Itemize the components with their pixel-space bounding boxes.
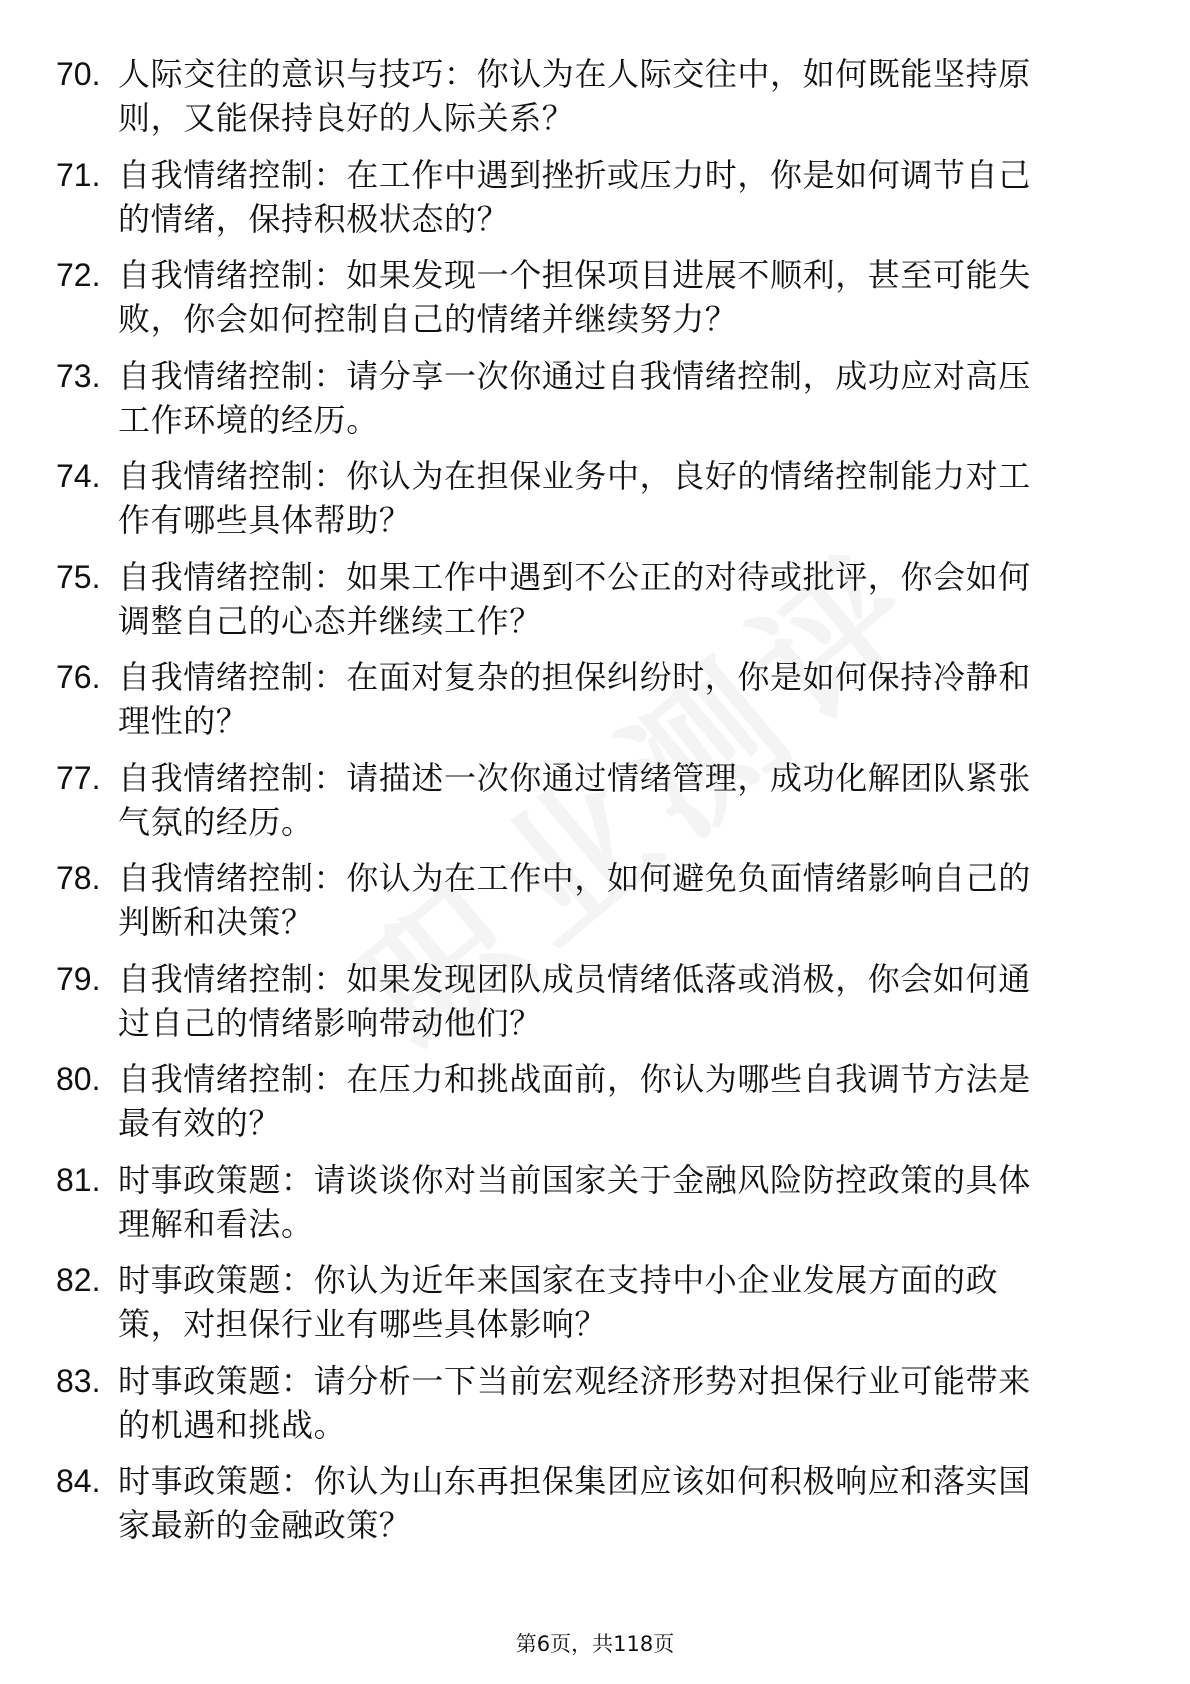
question-text: 自我情绪控制：请描述一次你通过情绪管理，成功化解团队紧张 气氛的经历。 <box>118 758 1031 841</box>
question-text: 人际交往的意识与技巧：你认为在人际交往中，如何既能坚持原 则，又能保持良好的人际关系？ <box>118 55 1031 137</box>
question-number: 75. <box>56 558 101 595</box>
question-number: 78. <box>56 860 101 896</box>
question-item <box>56 1359 1136 1460</box>
question-number: 70. <box>56 56 101 92</box>
question-item <box>56 1459 1136 1560</box>
question-number: 80. <box>56 1061 101 1097</box>
question-number: 76. <box>56 659 101 695</box>
question-number: 84. <box>56 1463 101 1499</box>
question-text: 自我情绪控制：如果发现一个担保项目进展不顺利，甚至可能失 败，你会如何控制自己的情绪并继续努力？ <box>118 256 1031 338</box>
question-number: 77. <box>56 759 101 796</box>
page-footer <box>0 1628 1190 1658</box>
question-item <box>56 1258 1136 1359</box>
question-text: 自我情绪控制：你认为在工作中，如何避免负面情绪影响自己的 判断和决策？ <box>118 859 1031 941</box>
question-number: 82. <box>56 1262 101 1298</box>
question-number: 83. <box>56 1362 101 1399</box>
question-number: 74. <box>56 458 101 494</box>
question-text: 自我情绪控制：如果发现团队成员情绪低落或消极，你会如何通 过自己的情绪影响带动他们？ <box>118 959 1031 1042</box>
question-item <box>56 52 1136 153</box>
question-item <box>56 555 1136 656</box>
question-text: 自我情绪控制：在压力和挑战面前，你认为哪些自我调节方法是 最有效的？ <box>118 1060 1031 1142</box>
question-text: 时事政策题：你认为山东再担保集团应该如何积极响应和落实国 家最新的金融政策？ <box>118 1462 1031 1544</box>
page-number-label: 第6页，共118页 <box>515 1632 675 1656</box>
question-number: 79. <box>56 960 101 997</box>
question-text: 自我情绪控制：在面对复杂的担保纠纷时，你是如何保持冷静和 理性的？ <box>118 658 1031 740</box>
question-number: 72. <box>56 257 101 293</box>
question-text: 自我情绪控制：在工作中遇到挫折或压力时，你是如何调节自己 的情绪，保持积极状态的？ <box>118 155 1031 238</box>
question-item <box>56 454 1136 555</box>
question-text: 自我情绪控制：请分享一次你通过自我情绪控制，成功应对高压 工作环境的经历。 <box>118 356 1031 439</box>
question-item <box>56 1158 1136 1259</box>
question-item <box>56 354 1136 455</box>
question-number: 81. <box>56 1161 101 1198</box>
question-item <box>56 153 1136 254</box>
question-text: 时事政策题：你认为近年来国家在支持中小企业发展方面的政 策，对担保行业有哪些具体影响？ <box>118 1261 999 1343</box>
question-text: 时事政策题：请分析一下当前宏观经济形势对担保行业可能带来 的机遇和挑战。 <box>118 1361 1031 1444</box>
question-item <box>56 856 1136 957</box>
question-text: 自我情绪控制：如果工作中遇到不公正的对待或批评，你会如何 调整自己的心态并继续工作？ <box>118 557 1031 640</box>
question-item <box>56 253 1136 354</box>
question-number: 73. <box>56 357 101 394</box>
question-item <box>56 655 1136 756</box>
question-item <box>56 1057 1136 1158</box>
question-item <box>56 756 1136 857</box>
question-text: 时事政策题：请谈谈你对当前国家关于金融风险防控政策的具体 理解和看法。 <box>118 1160 1031 1243</box>
question-list <box>56 52 1136 1560</box>
question-item <box>56 957 1136 1058</box>
question-text: 自我情绪控制：你认为在担保业务中，良好的情绪控制能力对工 作有哪些具体帮助？ <box>118 457 1031 539</box>
question-number: 71. <box>56 156 101 193</box>
